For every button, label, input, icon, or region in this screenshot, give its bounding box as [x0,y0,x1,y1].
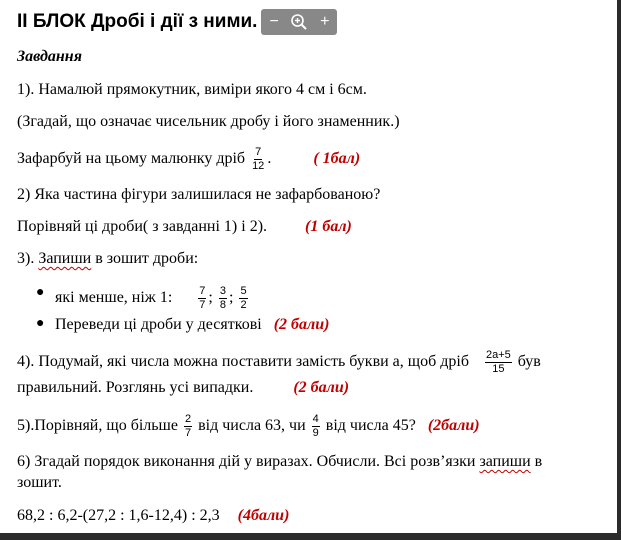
frac-num: 2 [184,413,192,425]
task3-bullet2-text: Переведи ці дроби у десяткові [55,316,262,333]
frac-den: 8 [219,299,226,311]
fraction-7-7 [198,285,206,312]
zoom-in-button[interactable] [314,11,336,33]
task5-p1: 5).Порівняй, що більше [17,417,178,435]
task1-line3-end: . [267,150,272,168]
task6-line1-end: в [534,453,543,470]
fraction-2-7 [184,413,192,440]
frac-num: 3 [219,285,226,297]
bullet-dot: ● [36,285,45,300]
task1-line2: (Згадай, що означає чисельник дробу і його знаменник.) [17,113,400,130]
task2-line2 [17,218,352,236]
task3-bullet1 [36,285,250,312]
bullet-dot: ● [36,316,45,331]
task1-points: ( 1бал) [313,150,361,168]
task3-points: (2 бали) [273,316,330,333]
frac-den: 12 [252,160,265,172]
task2-line1: 2) Яка частина фігури залишилася не зафарбованою? [17,186,381,203]
task4-points: (2 бали) [293,379,350,396]
task5-line [17,413,480,440]
task1-line1: 1). Намалюй прямокутник, виміри якого 4 см і 6см. [17,81,367,98]
task6-line2: зошит. [17,474,62,491]
task4-line1-end: був [517,353,541,371]
frac-sep: ; [208,289,213,307]
task5-p3: від числа 45? [325,417,416,435]
zoom-toolbar [261,9,337,35]
frac-num: 4 [312,413,319,425]
zoom-out-label: − [269,13,279,30]
task5-p2: від числа 63, чи [198,417,306,435]
task3-bullet1-text: які менше, ніж 1: [55,289,173,307]
frac-den: 2 [240,299,247,311]
frac-num: 2a+5 [485,349,511,361]
frac-num: 5 [240,285,247,297]
fraction-4-9 [312,413,320,440]
task5-points: (2бали) [427,417,480,435]
task4-line1-text: 4). Подумай, які числа можна поставити замість букви а, щоб дріб [17,353,469,371]
task1-line3 [17,146,360,173]
fraction-5-2 [239,285,247,312]
frac-den: 7 [199,299,206,311]
task7-points: (4бали) [237,507,290,524]
task7-expr: 68,2 : 6,2-(27,2 : 1,6-12,4) : 2,3 [17,507,220,524]
zoom-out-button[interactable] [263,11,285,33]
frac-den: 15 [492,363,505,375]
task-heading: Завдання [17,48,82,65]
page-title: ІІ БЛОК Дробі і дії з ними. [17,11,258,32]
frac-den: 9 [312,427,319,439]
task3-bullet2 [36,316,330,334]
task4-line2-text: правильний. Розглянь усі випадки. [17,379,254,396]
frac-den: 7 [184,427,192,439]
task4-line2 [17,379,349,397]
frac-sep: ; [229,289,234,307]
header [17,9,337,35]
task2-points: (1 бал) [305,218,352,235]
frac-num: 7 [255,146,262,158]
fraction-3-8 [219,285,227,312]
task3-word: Запиши [38,250,92,267]
task3-post: в зошит дроби: [91,250,199,267]
task7-line [17,507,289,525]
task6-line1-text: 6) Згадай порядок виконання дій у виразах. Обчисли. Всі розв’язки [17,453,476,470]
task6-word: запиши [479,453,531,470]
frac-num: 7 [199,285,206,297]
fraction-7-12 [251,146,265,173]
task4-line1 [17,349,541,376]
task2-line2-text: Порівняй ці дроби( з завданні 1) і 2). [17,218,268,235]
task3-pre: 3). [17,250,39,267]
task3-line1 [17,250,198,268]
zoom-in-label: + [320,13,330,30]
magnifier-icon[interactable] [288,11,310,33]
task6-line1 [17,453,542,471]
fraction-2a5-15 [485,349,512,376]
task1-line3-text: Зафарбуй на цьому малюнку дріб [17,150,246,168]
